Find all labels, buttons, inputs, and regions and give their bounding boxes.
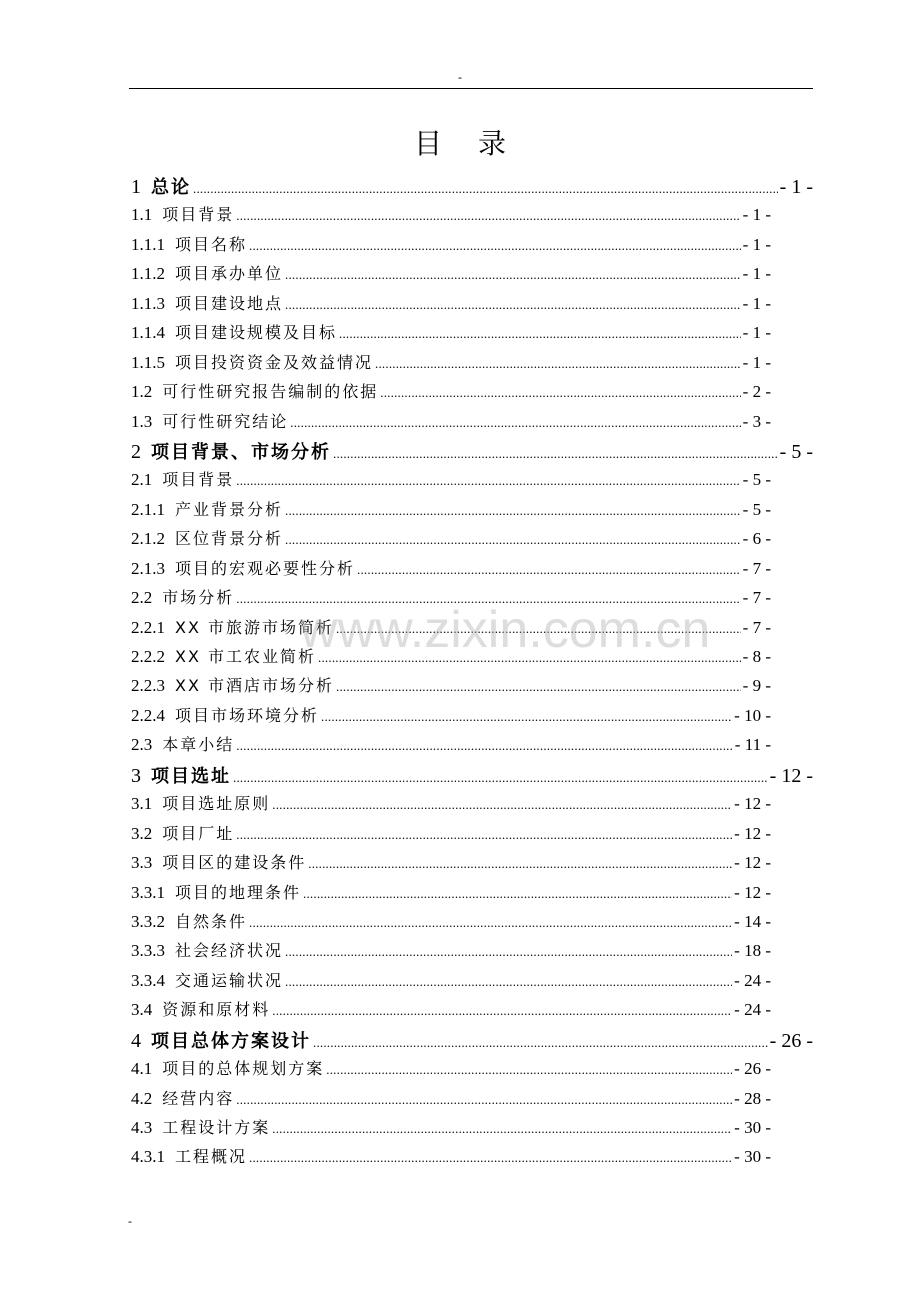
toc-entry-title: 项目总体方案设计 <box>151 1030 311 1052</box>
toc-entry-number: 1.1.1 <box>131 234 165 254</box>
toc-entry-title: 项目市场环境分析 <box>175 705 320 725</box>
toc-entry-number: 3.3.3 <box>131 941 165 961</box>
toc-entry-number: 2.2.4 <box>131 705 165 725</box>
toc-dot-leader <box>336 676 741 696</box>
toc-entry-title: 项目名称 <box>175 234 248 254</box>
toc-entry-label <box>131 409 288 432</box>
toc-entry-title: 可行性研究报告编制的依据 <box>162 382 379 402</box>
toc-entry-number: 4.2 <box>131 1088 153 1108</box>
toc-section-entry[interactable] <box>131 938 771 967</box>
toc-entry-page: - 12 - <box>734 823 771 843</box>
toc-entry-label <box>131 703 319 726</box>
toc-entry-page: - 1 - <box>742 234 771 254</box>
toc-section-entry[interactable] <box>131 585 771 614</box>
toc-dot-leader <box>272 1118 732 1138</box>
toc-entry-title: 自然条件 <box>175 911 248 931</box>
toc-dot-leader <box>236 588 740 608</box>
toc-dot-leader <box>339 323 741 343</box>
toc-entry-number: 2.1 <box>131 470 153 490</box>
toc-dot-leader <box>290 412 740 432</box>
toc-section-entry[interactable] <box>131 526 771 555</box>
toc-entry-label <box>131 585 234 608</box>
toc-section-entry[interactable] <box>131 261 771 290</box>
toc-entry-page: - 30 - <box>734 1118 771 1137</box>
toc-dot-leader <box>357 559 741 579</box>
toc-entry-number: 2.1.3 <box>131 558 165 578</box>
toc-entry-page: - 1 - <box>742 264 771 284</box>
toc-entry-label <box>131 438 331 464</box>
toc-entry-number: 4.3.1 <box>131 1147 165 1167</box>
toc-entry-label <box>131 997 270 1020</box>
header-rule <box>129 88 813 89</box>
toc-entry-title: 总论 <box>151 177 191 198</box>
toc-dot-leader <box>285 294 741 314</box>
toc-entry-number: 3.3.2 <box>131 911 165 931</box>
toc-entry-number: 4.3 <box>131 1118 153 1137</box>
toc-entry-number: 3.3 <box>131 853 153 873</box>
toc-dot-leader <box>318 647 741 667</box>
toc-dot-leader <box>380 382 740 402</box>
toc-entry-number: 3.1 <box>131 794 153 814</box>
toc-entry-label <box>131 1056 324 1079</box>
toc-entry-label <box>131 673 334 696</box>
toc-entry-label <box>131 202 234 225</box>
toc-entry-page: - 18 - <box>734 941 771 961</box>
toc-entry-number: 2.2.1 <box>131 617 165 637</box>
toc-entry-title: 项目选址 <box>151 765 231 787</box>
toc-entry-page: - 2 - <box>742 382 771 402</box>
toc-entry-label <box>131 732 234 755</box>
toc-dot-leader <box>308 853 732 873</box>
toc-dot-leader <box>285 529 741 549</box>
toc-entry-title: XX 市旅游市场简析 <box>175 617 335 637</box>
toc-entry-number: 3 <box>131 764 141 787</box>
toc-dot-leader <box>193 176 778 199</box>
toc-entry-page: - 1 - <box>742 352 771 372</box>
toc-entry-page: - 12 - <box>734 794 771 814</box>
toc-entry-number: 1.1 <box>131 205 153 225</box>
toc-section-entry[interactable] <box>131 350 771 379</box>
toc-section-entry[interactable] <box>131 497 771 526</box>
toc-entry-number: 2.2.3 <box>131 676 165 696</box>
toc-entry-title: 项目的宏观必要性分析 <box>175 558 356 578</box>
toc-entry-number: 1.1.5 <box>131 352 165 372</box>
toc-entry-number: 2.2.2 <box>131 647 165 666</box>
toc-entry-title: 市场分析 <box>162 588 235 608</box>
toc-entry-page: - 1 - <box>742 205 771 225</box>
toc-entry-page: - 8 - <box>742 647 771 666</box>
toc-entry-title: 项目的总体规划方案 <box>162 1059 325 1079</box>
toc-dot-leader <box>249 912 732 932</box>
toc-section-entry[interactable] <box>131 732 771 761</box>
toc-entry-title: XX 市酒店市场分析 <box>175 676 335 696</box>
toc-dot-leader <box>236 735 733 755</box>
toc-entry-title: 项目区的建设条件 <box>162 853 307 873</box>
toc-entry-title: 工程设计方案 <box>162 1118 271 1137</box>
toc-dot-leader <box>321 706 732 726</box>
toc-section-entry[interactable] <box>131 615 771 644</box>
toc-entry-number: 1 <box>131 176 141 198</box>
toc-dot-leader <box>272 1000 732 1020</box>
toc-section-entry[interactable] <box>131 291 771 320</box>
toc-entry-label <box>131 320 337 343</box>
toc-entry-page: - 30 - <box>734 1147 771 1167</box>
toc-entry-title: XX 市工农业简析 <box>175 647 317 666</box>
toc-entry-title: 项目选址原则 <box>162 794 271 814</box>
page-title <box>0 122 920 162</box>
toc-entry-page: - 5 - <box>742 499 771 519</box>
toc-entry-label <box>131 1115 270 1138</box>
toc-entry-title: 项目厂址 <box>162 823 235 843</box>
toc-chapter-entry[interactable] <box>131 438 813 467</box>
toc-dot-leader <box>336 618 741 638</box>
toc-section-entry[interactable] <box>131 232 771 261</box>
toc-entry-page: - 10 - <box>734 705 771 725</box>
toc-dot-leader <box>233 765 768 788</box>
toc-entry-page: - 28 - <box>734 1088 771 1108</box>
toc-dot-leader <box>285 264 741 284</box>
toc-entry-title: 可行性研究结论 <box>162 411 289 431</box>
toc-section-entry[interactable] <box>131 1056 771 1085</box>
toc-entry-title: 产业背景分析 <box>175 499 284 519</box>
toc-dot-leader <box>236 824 732 844</box>
toc-chapter-entry[interactable] <box>131 1027 813 1056</box>
toc-entry-label <box>131 379 378 402</box>
toc-entry-label <box>131 821 234 844</box>
toc-entry-title: 工程概况 <box>175 1147 248 1167</box>
toc-section-entry[interactable] <box>131 791 771 820</box>
toc-section-entry[interactable] <box>131 968 771 997</box>
toc-entry-label <box>131 556 355 579</box>
toc-entry-page: - 12 - <box>769 764 813 787</box>
toc-entry-page: - 12 - <box>734 853 771 873</box>
toc-entry-number: 3.3.1 <box>131 882 165 902</box>
toc-dot-leader <box>285 500 741 520</box>
toc-entry-number: 2 <box>131 440 141 463</box>
toc-entry-title: 区位背景分析 <box>175 529 284 549</box>
toc-dot-leader <box>375 353 741 373</box>
toc-section-entry[interactable] <box>131 997 771 1026</box>
toc-dot-leader <box>249 235 741 255</box>
toc-entry-page: - 24 - <box>734 970 771 990</box>
toc-entry-number: 1.1.3 <box>131 293 165 313</box>
toc-section-entry[interactable] <box>131 1086 771 1115</box>
toc-section-entry[interactable] <box>131 909 771 938</box>
toc-chapter-entry[interactable] <box>131 173 813 202</box>
toc-entry-title: 项目背景 <box>162 470 235 490</box>
toc-entry-label <box>131 968 283 991</box>
toc-dot-leader <box>333 441 778 464</box>
toc-section-entry[interactable] <box>131 880 771 909</box>
toc-entry-label <box>131 644 316 667</box>
toc-dot-leader <box>236 1089 732 1109</box>
toc-dot-leader <box>236 205 740 225</box>
toc-entry-page: - 24 - <box>734 1000 771 1020</box>
toc-entry-title: 项目建设地点 <box>175 293 284 313</box>
toc-entry-number: 3.3.4 <box>131 970 165 990</box>
toc-entry-label <box>131 173 191 199</box>
toc-entry-label <box>131 938 283 961</box>
toc-entry-label <box>131 909 247 932</box>
toc-dot-leader <box>249 1147 732 1167</box>
toc-section-entry[interactable] <box>131 850 771 879</box>
toc-entry-label <box>131 1027 311 1053</box>
toc-entry-number: 1.3 <box>131 411 153 431</box>
toc-section-entry[interactable] <box>131 673 771 702</box>
toc-entry-page: - 11 - <box>734 735 771 755</box>
toc-dot-leader <box>285 941 732 961</box>
toc-entry-number: 2.1.1 <box>131 499 165 519</box>
footer-mark: - <box>128 1214 132 1228</box>
toc-entry-number: 1.1.4 <box>131 323 165 343</box>
toc-entry-label <box>131 467 234 490</box>
toc-section-entry[interactable] <box>131 409 771 438</box>
toc-entry-page: - 26 - <box>734 1059 771 1079</box>
toc-section-entry[interactable] <box>131 379 771 408</box>
toc-entry-page: - 1 - <box>742 293 771 313</box>
toc-entry-title: 项目建设规模及目标 <box>175 323 338 343</box>
toc-entry-number: 2.3 <box>131 735 153 755</box>
toc-entry-label <box>131 880 301 903</box>
toc-entry-number: 4.1 <box>131 1059 153 1079</box>
table-of-contents <box>131 173 813 1174</box>
toc-entry-title: 资源和原材料 <box>162 1000 271 1020</box>
toc-entry-page: - 7 - <box>742 617 771 637</box>
header-mark: - <box>458 70 462 84</box>
toc-entry-label <box>131 350 373 373</box>
toc-entry-number: 4 <box>131 1029 141 1052</box>
toc-entry-page: - 1 - <box>742 323 771 343</box>
toc-entry-number: 3.2 <box>131 823 153 843</box>
toc-entry-label <box>131 1086 234 1109</box>
toc-entry-number: 1.2 <box>131 382 153 402</box>
toc-section-entry[interactable] <box>131 556 771 585</box>
toc-entry-label <box>131 232 247 255</box>
title-char-left: 目 <box>413 129 442 160</box>
toc-entry-label <box>131 1144 247 1167</box>
toc-section-entry[interactable] <box>131 320 771 349</box>
toc-entry-title: 交通运输状况 <box>175 970 284 990</box>
toc-entry-label <box>131 850 306 873</box>
toc-entry-number: 2.1.2 <box>131 529 165 549</box>
toc-entry-label <box>131 291 283 314</box>
toc-entry-page: - 26 - <box>769 1029 813 1052</box>
toc-dot-leader <box>236 470 740 490</box>
toc-entry-number: 2.2 <box>131 588 153 608</box>
toc-entry-title: 项目承办单位 <box>175 264 284 284</box>
toc-section-entry[interactable] <box>131 703 771 732</box>
toc-dot-leader <box>303 883 732 903</box>
toc-entry-label <box>131 615 334 638</box>
toc-entry-page: - 6 - <box>742 529 771 549</box>
toc-section-entry[interactable] <box>131 1115 771 1144</box>
toc-entry-title: 项目背景 <box>162 205 235 225</box>
toc-entry-label <box>131 497 283 520</box>
toc-section-entry[interactable] <box>131 644 771 673</box>
toc-entry-page: - 14 - <box>734 911 771 931</box>
toc-dot-leader <box>313 1030 768 1053</box>
toc-section-entry[interactable] <box>131 467 771 496</box>
toc-entry-title: 社会经济状况 <box>175 941 284 961</box>
toc-dot-leader <box>326 1059 732 1079</box>
toc-entry-page: - 5 - <box>742 470 771 490</box>
toc-entry-page: - 5 - <box>779 440 813 463</box>
toc-entry-title: 项目的地理条件 <box>175 882 302 902</box>
toc-entry-label <box>131 762 231 788</box>
toc-entry-title: 项目背景、市场分析 <box>151 441 331 463</box>
toc-entry-page: - 9 - <box>742 676 771 696</box>
toc-section-entry[interactable] <box>131 1144 771 1173</box>
toc-entry-page: - 7 - <box>742 558 771 578</box>
toc-entry-page: - 3 - <box>742 411 771 431</box>
toc-entry-label <box>131 261 283 284</box>
toc-entry-page: - 12 - <box>734 882 771 902</box>
toc-dot-leader <box>272 794 732 814</box>
toc-entry-title: 本章小结 <box>162 735 235 755</box>
toc-section-entry[interactable] <box>131 821 771 850</box>
toc-entry-page: - 1 - <box>779 176 813 198</box>
watermark: www.zixin.com.cn <box>300 601 711 659</box>
toc-entry-label <box>131 526 283 549</box>
toc-entry-label <box>131 791 270 814</box>
toc-entry-number: 3.4 <box>131 1000 153 1020</box>
toc-entry-title: 项目投资资金及效益情况 <box>175 352 374 372</box>
toc-section-entry[interactable] <box>131 202 771 231</box>
toc-entry-number: 1.1.2 <box>131 264 165 284</box>
toc-chapter-entry[interactable] <box>131 762 813 791</box>
title-char-right: 录 <box>478 129 507 160</box>
toc-dot-leader <box>285 971 732 991</box>
toc-entry-title: 经营内容 <box>162 1088 235 1108</box>
toc-entry-page: - 7 - <box>742 588 771 608</box>
